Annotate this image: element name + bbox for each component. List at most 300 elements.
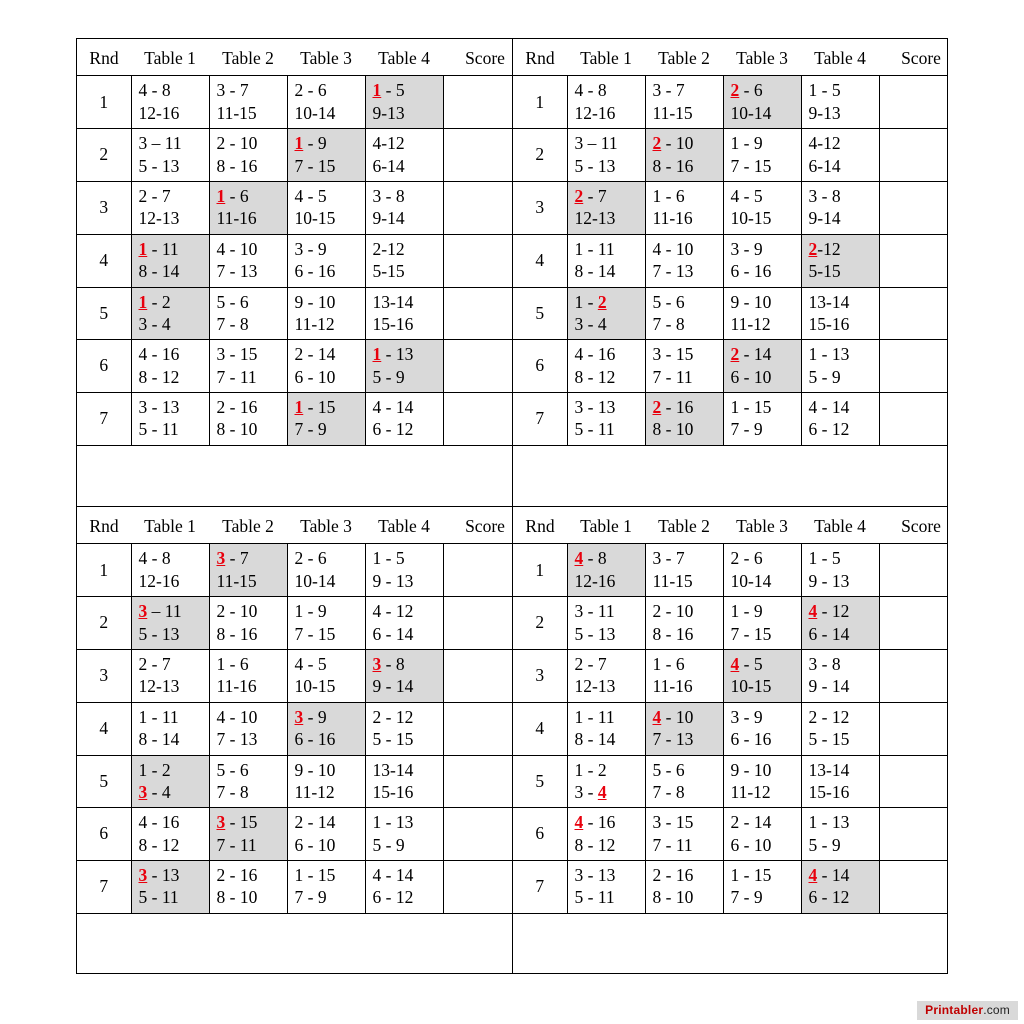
pairing-text <box>373 547 438 592</box>
pairing-text <box>653 864 718 909</box>
pairing-line-bottom: 11-15 <box>216 102 257 123</box>
pairing-cell-table-4[interactable] <box>801 861 879 914</box>
pairing-line-bottom: 5 - 15 <box>372 729 414 750</box>
pairing-line-top: 2 - 14 <box>730 812 772 833</box>
pairing-text <box>653 185 718 230</box>
pairing-cell-table-3[interactable] <box>723 861 801 914</box>
score-cell[interactable] <box>443 76 512 129</box>
pairing-line-bottom: 6 - 10 <box>730 834 772 855</box>
round-number: 2 <box>513 597 567 650</box>
pairing-cell-table-1[interactable] <box>131 597 209 650</box>
pairing-cell-table-2[interactable] <box>645 544 723 597</box>
pairing-line-top: 1 - 6 <box>652 653 685 674</box>
pairing-cell-table-2[interactable] <box>645 808 723 861</box>
pairing-cell-table-2[interactable] <box>209 808 287 861</box>
pairing-cell-table-3[interactable] <box>287 287 365 340</box>
pairing-cell-table-1[interactable] <box>567 234 645 287</box>
pairing-line-bottom: 7 - 11 <box>652 834 693 855</box>
score-cell[interactable] <box>443 702 512 755</box>
watermark-suffix: .com <box>983 1003 1010 1017</box>
score-cell[interactable] <box>879 861 948 914</box>
pairing-cell-table-4[interactable] <box>365 393 443 446</box>
pairing-cell-table-4[interactable] <box>365 597 443 650</box>
pairing-line-top: 1 - 2 <box>574 291 607 312</box>
schedule-quadrant-bottom-left <box>76 506 512 974</box>
pairing-cell-table-2[interactable] <box>645 393 723 446</box>
pairing-cell-table-2[interactable] <box>645 340 723 393</box>
pairing-text <box>575 79 640 124</box>
pairing-line-bottom: 8 - 12 <box>138 366 180 387</box>
pairing-text <box>809 79 874 124</box>
pairing-line-bottom: 3 - 4 <box>138 313 171 334</box>
pairing-line-top: 2 - 7 <box>574 185 607 206</box>
pairing-line-bottom: 6 - 10 <box>730 366 772 387</box>
pairing-cell-table-4[interactable] <box>801 129 879 182</box>
pairing-cell-table-3[interactable] <box>287 129 365 182</box>
score-cell[interactable] <box>443 861 512 914</box>
score-cell[interactable] <box>443 181 512 234</box>
table-header-row <box>77 507 512 544</box>
pairing-line-top: 4 - 14 <box>808 865 850 886</box>
pairing-text <box>217 547 282 592</box>
column-header-table-4: Table 4 <box>378 516 430 536</box>
score-cell[interactable] <box>443 755 512 808</box>
pairing-text <box>139 291 204 336</box>
pairing-cell-table-3[interactable] <box>287 597 365 650</box>
pairing-cell-table-3[interactable] <box>723 340 801 393</box>
pairing-cell-table-1[interactable] <box>567 76 645 129</box>
pairing-line-bottom: 6 - 12 <box>808 887 850 908</box>
pairing-cell-table-3[interactable] <box>723 234 801 287</box>
pairing-line-bottom: 5 - 9 <box>808 366 841 387</box>
pairing-cell-table-3[interactable] <box>723 702 801 755</box>
score-cell[interactable] <box>879 393 948 446</box>
pairing-cell-table-1[interactable] <box>567 702 645 755</box>
pairing-cell-table-4[interactable] <box>365 340 443 393</box>
pairing-cell-table-3[interactable] <box>287 544 365 597</box>
pairing-line-top: 1 - 6 <box>216 653 249 674</box>
column-header-rnd: Rnd <box>89 48 119 68</box>
pairing-cell-table-4[interactable] <box>365 544 443 597</box>
pairing-text <box>809 600 874 645</box>
pairing-cell-table-3[interactable] <box>287 861 365 914</box>
pairing-line-top: 4-12 <box>372 133 405 154</box>
pairing-cell-table-4[interactable] <box>365 649 443 702</box>
pairing-cell-table-4[interactable] <box>365 181 443 234</box>
pairing-line-bottom: 10-14 <box>730 570 772 591</box>
pairing-text <box>653 343 718 388</box>
pairing-line-top: 5 - 6 <box>216 291 249 312</box>
pairing-cell-table-3[interactable] <box>723 393 801 446</box>
pairing-cell-table-3[interactable] <box>723 808 801 861</box>
round-number: 3 <box>513 649 567 702</box>
pairing-line-bottom: 10-14 <box>294 102 336 123</box>
score-cell[interactable] <box>443 287 512 340</box>
pairing-cell-table-2[interactable] <box>209 544 287 597</box>
pairing-cell-table-2[interactable] <box>209 340 287 393</box>
column-header-table-4: Table 4 <box>814 48 866 68</box>
column-header-table-3: Table 3 <box>736 516 788 536</box>
pairing-text <box>373 238 438 283</box>
pairing-cell-table-1[interactable] <box>131 649 209 702</box>
pairing-line-top: 13-14 <box>372 759 414 780</box>
table-row <box>77 287 512 340</box>
pairing-text <box>217 706 282 751</box>
pairing-text <box>295 547 360 592</box>
pairing-cell-table-3[interactable] <box>287 76 365 129</box>
printabler-watermark <box>917 1001 1018 1020</box>
pairing-line-bottom: 7 - 15 <box>294 623 336 644</box>
pairing-line-top: 4-12 <box>808 133 841 154</box>
pairing-line-bottom: 6 - 14 <box>372 623 414 644</box>
pairing-cell-table-4[interactable] <box>801 181 879 234</box>
pairing-line-bottom: 9-13 <box>808 102 841 123</box>
pairing-cell-table-2[interactable] <box>645 702 723 755</box>
pairing-line-top: 1 - 5 <box>372 548 405 569</box>
pairing-line-bottom: 12-16 <box>574 570 616 591</box>
pairing-text <box>373 79 438 124</box>
pairing-line-top: 1 - 6 <box>216 185 249 206</box>
pairing-line-bottom: 11-12 <box>294 313 335 334</box>
pairing-line-top: 3 - 15 <box>652 344 694 365</box>
score-cell[interactable] <box>879 287 948 340</box>
pairing-cell-table-4[interactable] <box>801 755 879 808</box>
pairing-cell-table-3[interactable] <box>287 702 365 755</box>
score-cell[interactable] <box>879 234 948 287</box>
pairing-cell-table-4[interactable] <box>801 702 879 755</box>
pairing-cell-table-3[interactable] <box>723 129 801 182</box>
pairing-cell-table-4[interactable] <box>365 129 443 182</box>
round-number: 2 <box>77 129 131 182</box>
pairing-cell-table-2[interactable] <box>645 755 723 808</box>
pairing-cell-table-4[interactable] <box>801 287 879 340</box>
pairing-cell-table-4[interactable] <box>365 76 443 129</box>
pairing-cell-table-3[interactable] <box>287 340 365 393</box>
column-header-table-3: Table 3 <box>300 516 352 536</box>
column-header-table-2: Table 2 <box>222 48 274 68</box>
pairing-line-top: 2 - 6 <box>730 548 763 569</box>
pairing-cell-table-1[interactable] <box>567 287 645 340</box>
pairing-cell-table-1[interactable] <box>131 808 209 861</box>
pairing-cell-table-4[interactable] <box>801 649 879 702</box>
pairing-cell-table-2[interactable] <box>209 287 287 340</box>
score-cell[interactable] <box>443 393 512 446</box>
pairing-line-top: 4 - 8 <box>574 548 607 569</box>
pairing-cell-table-4[interactable] <box>801 544 879 597</box>
pairing-cell-table-1[interactable] <box>567 129 645 182</box>
pairing-line-bottom: 7 - 13 <box>216 729 258 750</box>
pairing-cell-table-2[interactable] <box>209 234 287 287</box>
pairing-cell-table-1[interactable] <box>567 181 645 234</box>
pairing-line-top: 9 - 10 <box>730 759 772 780</box>
pairing-cell-table-2[interactable] <box>645 597 723 650</box>
pairing-cell-table-2[interactable] <box>209 393 287 446</box>
pairing-cell-table-1[interactable] <box>131 287 209 340</box>
score-cell[interactable] <box>879 544 948 597</box>
pairing-cell-table-1[interactable] <box>131 702 209 755</box>
pairing-line-bottom: 8 - 12 <box>574 834 616 855</box>
watermark-prefix: Printabler <box>925 1003 984 1017</box>
pairing-cell-table-4[interactable] <box>365 234 443 287</box>
pairing-text <box>139 759 204 804</box>
pairing-line-top: 4 - 5 <box>730 653 763 674</box>
pairing-line-top: 1 - 11 <box>138 238 179 259</box>
pairing-text <box>217 811 282 856</box>
pairing-line-bottom: 7 - 13 <box>652 729 694 750</box>
score-cell[interactable] <box>443 808 512 861</box>
score-cell[interactable] <box>443 234 512 287</box>
pairing-cell-table-1[interactable] <box>131 234 209 287</box>
pairing-line-bottom: 3 - 4 <box>574 313 607 334</box>
score-cell[interactable] <box>879 597 948 650</box>
score-cell[interactable] <box>879 340 948 393</box>
pairing-line-top: 4 - 5 <box>294 653 327 674</box>
pairing-cell-table-4[interactable] <box>801 808 879 861</box>
pairing-line-top: 2-12 <box>372 238 405 259</box>
pairing-line-top: 1 - 5 <box>808 548 841 569</box>
pairing-cell-table-3[interactable] <box>723 597 801 650</box>
pairing-line-top: 2 - 16 <box>216 397 258 418</box>
pairing-line-bottom: 10-14 <box>294 570 336 591</box>
pairing-cell-table-1[interactable] <box>131 393 209 446</box>
table-row <box>77 76 512 129</box>
round-number: 4 <box>77 234 131 287</box>
pairing-cell-table-2[interactable] <box>645 181 723 234</box>
pairing-cell-table-4[interactable] <box>801 76 879 129</box>
pairing-cell-table-2[interactable] <box>209 76 287 129</box>
pairing-line-bottom: 5 - 13 <box>574 623 616 644</box>
score-cell[interactable] <box>879 755 948 808</box>
pairing-line-top: 1 - 5 <box>372 80 405 101</box>
pairing-line-top: 3 – 11 <box>138 601 182 622</box>
pairing-cell-table-1[interactable] <box>131 181 209 234</box>
pairing-text <box>731 79 796 124</box>
pairing-text <box>139 547 204 592</box>
pairing-text <box>575 706 640 751</box>
pairing-line-bottom: 9 - 13 <box>808 570 850 591</box>
pairing-text <box>575 600 640 645</box>
pairing-line-top: 3 - 8 <box>372 653 405 674</box>
round-number: 3 <box>77 181 131 234</box>
pairing-line-bottom: 7 - 8 <box>216 313 249 334</box>
score-cell[interactable] <box>443 129 512 182</box>
pairing-line-top: 2 - 10 <box>216 133 258 154</box>
pairing-cell-table-4[interactable] <box>365 702 443 755</box>
pairing-cell-table-2[interactable] <box>645 287 723 340</box>
pairing-text <box>373 759 438 804</box>
pairing-text <box>373 291 438 336</box>
pairing-line-bottom: 3 - 4 <box>574 781 607 802</box>
pairing-cell-table-3[interactable] <box>723 181 801 234</box>
pairing-cell-table-4[interactable] <box>801 340 879 393</box>
pairing-line-bottom: 15-16 <box>372 313 414 334</box>
pairing-line-bottom: 7 - 9 <box>730 887 763 908</box>
table-row <box>513 234 948 287</box>
pairing-cell-table-1[interactable] <box>567 340 645 393</box>
pairing-line-bottom: 11-16 <box>216 676 257 697</box>
pairing-line-bottom: 7 - 8 <box>652 313 685 334</box>
pairing-line-top: 2-12 <box>808 238 841 259</box>
table-row <box>77 649 512 702</box>
pairing-text <box>575 185 640 230</box>
pairing-cell-table-2[interactable] <box>209 755 287 808</box>
pairing-line-bottom: 12-16 <box>138 102 180 123</box>
pairing-cell-table-3[interactable] <box>287 393 365 446</box>
pairing-cell-table-4[interactable] <box>365 287 443 340</box>
round-number: 6 <box>77 808 131 861</box>
pairing-line-top: 2 - 12 <box>372 706 414 727</box>
pairing-line-bottom: 8 - 14 <box>574 729 616 750</box>
pairing-cell-table-3[interactable] <box>723 544 801 597</box>
schedule-quadrant-bottom-right <box>512 506 948 974</box>
pairing-line-top: 3 - 8 <box>808 653 841 674</box>
pairing-text <box>731 291 796 336</box>
pairing-cell-table-2[interactable] <box>645 76 723 129</box>
pairing-cell-table-2[interactable] <box>645 129 723 182</box>
column-header-table-1: Table 1 <box>580 516 632 536</box>
pairing-cell-table-1[interactable] <box>131 755 209 808</box>
score-cell[interactable] <box>879 649 948 702</box>
score-cell[interactable] <box>879 129 948 182</box>
pairing-cell-table-3[interactable] <box>723 649 801 702</box>
pairing-cell-table-3[interactable] <box>287 755 365 808</box>
score-cell[interactable] <box>879 808 948 861</box>
pairing-text <box>809 811 874 856</box>
pairing-cell-table-2[interactable] <box>209 861 287 914</box>
pairing-line-bottom: 7 - 15 <box>294 155 336 176</box>
pairing-text <box>217 864 282 909</box>
pairing-text <box>575 132 640 177</box>
pairing-line-top: 3 - 9 <box>294 238 327 259</box>
pairing-line-top: 2 - 16 <box>216 865 258 886</box>
score-cell[interactable] <box>443 649 512 702</box>
pairing-line-bottom: 9-14 <box>808 208 841 229</box>
pairing-cell-table-3[interactable] <box>723 755 801 808</box>
pairing-cell-table-1[interactable] <box>131 861 209 914</box>
pairing-text <box>653 600 718 645</box>
pairing-line-top: 2 - 16 <box>652 397 694 418</box>
pairing-cell-table-2[interactable] <box>645 649 723 702</box>
pairing-cell-table-1[interactable] <box>567 649 645 702</box>
score-cell[interactable] <box>443 544 512 597</box>
pairing-cell-table-2[interactable] <box>209 597 287 650</box>
pairing-text <box>139 864 204 909</box>
round-number: 7 <box>77 861 131 914</box>
score-cell[interactable] <box>879 702 948 755</box>
pairing-cell-table-1[interactable] <box>567 597 645 650</box>
schedule-table <box>77 507 512 914</box>
pairing-line-bottom: 7 - 15 <box>730 623 772 644</box>
pairing-cell-table-3[interactable] <box>287 649 365 702</box>
score-cell[interactable] <box>443 597 512 650</box>
pairing-line-top: 1 - 11 <box>138 706 179 727</box>
pairing-text <box>809 864 874 909</box>
pairing-cell-table-4[interactable] <box>801 393 879 446</box>
column-header-rnd: Rnd <box>525 48 555 68</box>
pairing-text <box>809 185 874 230</box>
pairing-line-bottom: 6 - 14 <box>808 623 850 644</box>
pairing-text <box>373 132 438 177</box>
pairing-text <box>295 706 360 751</box>
score-cell[interactable] <box>879 181 948 234</box>
pairing-cell-table-3[interactable] <box>287 181 365 234</box>
pairing-line-top: 1 - 2 <box>574 759 607 780</box>
pairing-cell-table-4[interactable] <box>365 755 443 808</box>
pairing-line-bottom: 8 - 12 <box>574 366 616 387</box>
pairing-text <box>217 238 282 283</box>
pairing-line-top: 3 - 7 <box>652 80 685 101</box>
schedule-table <box>513 507 948 914</box>
pairing-cell-table-1[interactable] <box>131 340 209 393</box>
pairing-text <box>653 79 718 124</box>
pairing-cell-table-2[interactable] <box>209 702 287 755</box>
pairing-text <box>731 132 796 177</box>
table-row <box>513 76 948 129</box>
column-header-rnd: Rnd <box>525 516 555 536</box>
pairing-cell-table-1[interactable] <box>131 76 209 129</box>
round-number: 5 <box>513 755 567 808</box>
pairing-line-bottom: 7 - 8 <box>652 781 685 802</box>
table-row <box>77 808 512 861</box>
round-number: 1 <box>513 76 567 129</box>
pairing-line-bottom: 11-12 <box>730 313 771 334</box>
pairing-line-bottom: 12-13 <box>574 676 616 697</box>
pairing-cell-table-1[interactable] <box>567 808 645 861</box>
pairing-line-top: 3 – 11 <box>138 133 182 154</box>
pairing-line-bottom: 6 - 16 <box>294 261 336 282</box>
pairing-cell-table-2[interactable] <box>209 129 287 182</box>
pairing-line-top: 2 - 6 <box>294 80 327 101</box>
score-cell[interactable] <box>879 76 948 129</box>
score-cell[interactable] <box>443 340 512 393</box>
pairing-cell-table-2[interactable] <box>645 234 723 287</box>
column-header-table-3: Table 3 <box>736 48 788 68</box>
table-row <box>77 340 512 393</box>
pairing-cell-table-1[interactable] <box>567 544 645 597</box>
pairing-cell-table-3[interactable] <box>723 76 801 129</box>
pairing-line-bottom: 5 - 13 <box>574 155 616 176</box>
round-number: 3 <box>77 649 131 702</box>
pairing-cell-table-1[interactable] <box>567 755 645 808</box>
pairing-cell-table-4[interactable] <box>801 597 879 650</box>
pairing-cell-table-2[interactable] <box>645 861 723 914</box>
pairing-cell-table-3[interactable] <box>723 287 801 340</box>
pairing-line-bottom: 6 - 16 <box>730 729 772 750</box>
pairing-cell-table-2[interactable] <box>209 649 287 702</box>
pairing-line-top: 4 - 8 <box>138 80 171 101</box>
pairing-line-bottom: 5 - 11 <box>574 419 615 440</box>
pairing-cell-table-2[interactable] <box>209 181 287 234</box>
pairing-cell-table-1[interactable] <box>567 861 645 914</box>
pairing-line-bottom: 8 - 14 <box>574 261 616 282</box>
pairing-cell-table-4[interactable] <box>801 234 879 287</box>
pairing-text <box>809 291 874 336</box>
pairing-line-bottom: 11-15 <box>652 570 693 591</box>
pairing-text <box>809 343 874 388</box>
pairing-cell-table-1[interactable] <box>567 393 645 446</box>
pairing-line-bottom: 15-16 <box>808 781 850 802</box>
pairing-line-top: 4 - 16 <box>574 812 616 833</box>
pairing-cell-table-4[interactable] <box>365 861 443 914</box>
pairing-text <box>217 653 282 698</box>
pairing-cell-table-3[interactable] <box>287 808 365 861</box>
pairing-text <box>731 759 796 804</box>
pairing-cell-table-1[interactable] <box>131 129 209 182</box>
pairing-cell-table-3[interactable] <box>287 234 365 287</box>
pairing-cell-table-1[interactable] <box>131 544 209 597</box>
pairing-line-top: 2 - 7 <box>574 653 607 674</box>
pairing-cell-table-4[interactable] <box>365 808 443 861</box>
